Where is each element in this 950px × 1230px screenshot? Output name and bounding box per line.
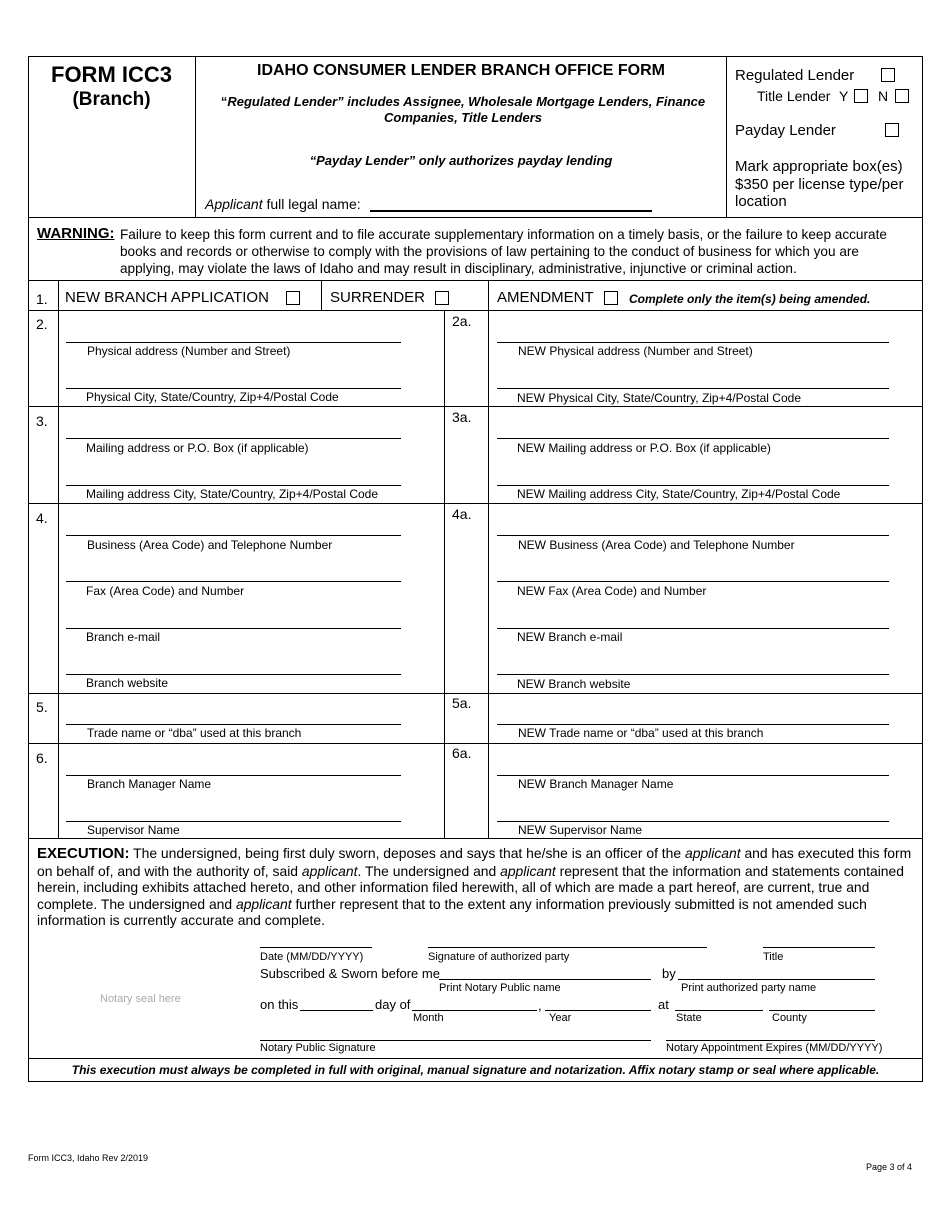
field-label: Mailing address or P.O. Box (if applicable) (86, 441, 309, 455)
field-label: Supervisor Name (87, 823, 180, 837)
title-lender-yes-checkbox[interactable] (854, 89, 868, 103)
execution-label: EXECUTION: (37, 845, 130, 862)
regulated-lender-label: Regulated Lender (735, 67, 855, 84)
new-mailing-city-field[interactable] (497, 485, 889, 486)
physical-address-field[interactable] (66, 342, 401, 343)
divider (726, 56, 727, 218)
form-revision: Form ICC3, Idaho Rev 2/2019 (28, 1153, 149, 1163)
new-branch-manager-field[interactable] (497, 775, 889, 776)
title-field[interactable] (763, 947, 875, 948)
surrender-label: SURRENDER (330, 289, 426, 306)
month-field[interactable] (412, 1010, 537, 1011)
trade-name-field[interactable] (66, 724, 401, 725)
amendment-checkbox[interactable] (604, 291, 618, 305)
business-phone-field[interactable] (66, 535, 401, 536)
section-number: 3a. (452, 409, 472, 425)
page-number: Page 3 of 4 (866, 1162, 913, 1172)
title-lender-no-checkbox[interactable] (895, 89, 909, 103)
payday-lender-checkbox[interactable] (885, 123, 899, 137)
title-label: Title (763, 951, 784, 963)
subscribed-label: Subscribed & Sworn before me (260, 966, 440, 981)
field-label: Business (Area Code) and Telephone Number (87, 538, 333, 552)
divider (321, 280, 322, 310)
new-branch-website-field[interactable] (497, 674, 889, 675)
field-label: Trade name or “dba” used at this branch (87, 726, 302, 740)
quote-mark: “ (220, 94, 228, 109)
state-field[interactable] (675, 1010, 763, 1011)
date-label: Date (MM/DD/YYYY) (260, 951, 364, 963)
section-number: 4. (36, 510, 48, 526)
field-label: NEW Physical address (Number and Street) (518, 344, 753, 358)
form-id: FORM ICC3 (51, 62, 172, 87)
divider (28, 743, 923, 744)
execution-applicant: applicant (500, 862, 556, 879)
supervisor-field[interactable] (66, 821, 401, 822)
execution-applicant: applicant (301, 862, 358, 879)
month-label: Month (413, 1012, 444, 1024)
field-label: NEW Business (Area Code) and Telephone Number (518, 538, 795, 552)
mailing-address-field[interactable] (66, 438, 401, 439)
field-label: Physical City, State/Country, Zip+4/Postal Code (86, 390, 339, 404)
state-label: State (676, 1012, 702, 1024)
notary-expires-label: Notary Appointment Expires (MM/DD/YYYY) (666, 1042, 883, 1054)
new-physical-address-field[interactable] (497, 342, 889, 343)
execution-applicant: applicant (684, 845, 741, 861)
new-business-phone-field[interactable] (497, 535, 889, 536)
applicant-name-field[interactable] (370, 193, 652, 212)
field-label: NEW Trade name or “dba” used at this branch (518, 726, 764, 740)
divider (28, 693, 923, 694)
new-fax-field[interactable] (497, 581, 889, 582)
execution-paragraph (37, 845, 917, 929)
divider (488, 280, 489, 838)
field-label: NEW Mailing address City, State/Country, Zip+4/Postal Code (517, 487, 841, 501)
execution-text: represent that the information and statements contained herein, including exhibits attached hereto, and other information filed herewith, all of which are made a part hereof, are current, true and complete. The undersigned and (37, 862, 904, 912)
applicant-label-italic: Applicant (205, 196, 263, 212)
branch-manager-field[interactable] (66, 775, 401, 776)
section-number: 6a. (452, 745, 472, 761)
branch-email-field[interactable] (66, 628, 401, 629)
field-label: Fax (Area Code) and Number (86, 584, 245, 598)
warning-text-block: Failure to keep this form current and to file accurate supplementary information on a timely basis, or the failure to keep accurate books and records or otherwise to comply with the provisions of law pertaining to the conduct of business for which you are applying, may violate the laws of Idaho and may result in disciplinary, administrative, injunctive or criminal action. (120, 227, 887, 276)
physical-city-field[interactable] (66, 388, 401, 389)
county-field[interactable] (769, 1010, 875, 1011)
new-trade-name-field[interactable] (497, 724, 889, 725)
field-label: NEW Supervisor Name (518, 823, 643, 837)
by-label: by (662, 966, 676, 981)
notary-signature-field[interactable] (260, 1040, 651, 1041)
execution-text: . The undersigned and (357, 862, 497, 879)
day-field[interactable] (300, 1010, 373, 1011)
notary-expires-field[interactable] (666, 1040, 875, 1041)
on-this-label: on this (260, 997, 299, 1012)
divider (28, 406, 923, 407)
divider (28, 1058, 923, 1059)
field-label: Branch Manager Name (87, 777, 212, 791)
divider (28, 280, 923, 281)
notary-signature-label: Notary Public Signature (260, 1042, 376, 1054)
section-number: 3. (36, 413, 48, 429)
section-number: 6. (36, 750, 48, 766)
field-label: Physical address (Number and Street) (87, 344, 291, 358)
payday-lender-note: “Payday Lender” only authorizes payday lending (309, 153, 613, 168)
field-label: Mailing address City, State/Country, Zip+4/Postal Code (86, 487, 379, 501)
field-label: NEW Mailing address or P.O. Box (if applicable) (517, 441, 771, 455)
at-label: at (658, 997, 669, 1012)
title-lender-no-label: N (878, 88, 889, 104)
field-label: NEW Branch Manager Name (518, 777, 674, 791)
execution-text: further represent that to the extent any information previously submitted is not amended such information is currently accurate and complete. (37, 895, 867, 928)
new-physical-city-field[interactable] (497, 388, 889, 389)
comma: , (538, 998, 542, 1013)
section-number: 4a. (452, 506, 472, 522)
field-label: NEW Branch website (517, 677, 631, 691)
form-type: (Branch) (72, 89, 151, 110)
field-label: Branch website (86, 676, 169, 690)
authorized-signature-field[interactable] (428, 947, 707, 948)
execution-text: and has executed this form on behalf of, and with the authority of, said (37, 845, 912, 879)
new-branch-email-field[interactable] (497, 628, 889, 629)
divider (28, 310, 923, 311)
regulated-lender-checkbox[interactable] (881, 68, 895, 82)
surrender-checkbox[interactable] (435, 291, 449, 305)
county-label: County (772, 1012, 807, 1024)
divider (195, 56, 196, 218)
execution-applicant: applicant (235, 895, 292, 912)
section-number: 2a. (452, 313, 472, 329)
new-mailing-address-field[interactable] (497, 438, 889, 439)
print-party-label: Print authorized party name (681, 982, 817, 994)
field-label: NEW Branch e-mail (517, 630, 623, 644)
execution-text: The undersigned, being first duly sworn, deposes and says that he/she is an officer of the (133, 845, 682, 861)
regulated-lender-note (218, 94, 708, 126)
notary-seal-placeholder: Notary seal here (100, 993, 181, 1005)
field-label: NEW Physical City, State/Country, Zip+4/Postal Code (517, 391, 801, 405)
divider (28, 838, 923, 839)
regulated-note-text: Regulated Lender” includes Assignee, Wholesale Mortgage Lenders, Finance Companies, Title Lenders (227, 94, 706, 125)
new-branch-label: NEW BRANCH APPLICATION (65, 289, 269, 306)
day-of-label: day of (375, 997, 411, 1012)
section-number: 5a. (452, 695, 472, 711)
year-label: Year (549, 1012, 572, 1024)
warning-label: WARNING: (37, 225, 115, 242)
title-lender-yes-label: Y (839, 88, 849, 104)
section-number: 2. (36, 316, 48, 332)
print-party-field[interactable] (678, 979, 875, 980)
applicant-name-label (205, 196, 361, 212)
field-label: Branch e-mail (86, 630, 161, 644)
amendment-note: Complete only the item(s) being amended. (629, 292, 871, 306)
mailing-city-field[interactable] (66, 485, 401, 486)
page-title: IDAHO CONSUMER LENDER BRANCH OFFICE FORM (257, 62, 665, 79)
print-notary-label: Print Notary Public name (439, 982, 561, 994)
field-label: NEW Fax (Area Code) and Number (517, 584, 707, 598)
payday-lender-label: Payday Lender (735, 122, 836, 139)
signature-label: Signature of authorized party (428, 951, 570, 963)
title-lender-label: Title Lender (757, 88, 831, 104)
amendment-label: AMENDMENT (497, 289, 594, 306)
print-notary-field[interactable] (439, 979, 651, 980)
execution-footer-note: This execution must always be completed in full with original, manual signature and notarization. Affix notary stamp or seal where applicable. (71, 1063, 880, 1077)
year-field[interactable] (545, 1010, 651, 1011)
date-field[interactable] (260, 947, 372, 948)
license-instructions: Mark appropriate box(es) $350 per license type/per location (735, 158, 904, 210)
fax-field[interactable] (66, 581, 401, 582)
divider (444, 310, 445, 838)
divider (58, 280, 59, 838)
applicant-label-rest: full legal name: (266, 196, 361, 212)
section-number: 5. (36, 699, 48, 715)
new-branch-checkbox[interactable] (286, 291, 300, 305)
divider (28, 503, 923, 504)
new-supervisor-field[interactable] (497, 821, 889, 822)
divider (28, 217, 923, 218)
row-number: 1. (36, 291, 48, 307)
branch-website-field[interactable] (66, 674, 401, 675)
